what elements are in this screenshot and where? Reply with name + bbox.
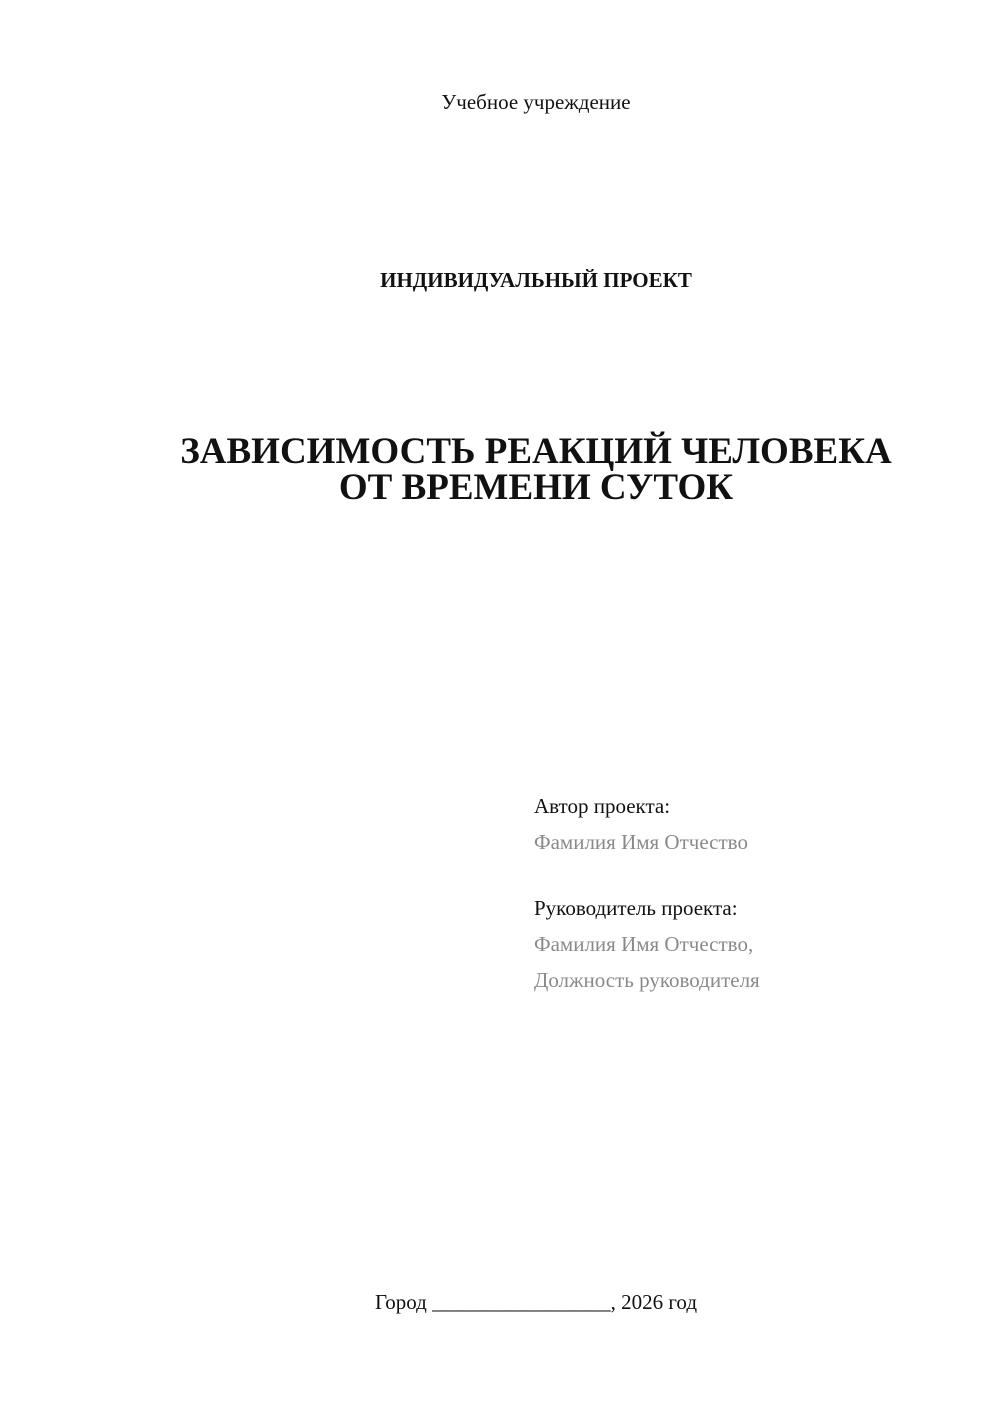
document-type: ИНДИВИДУАЛЬНЫЙ ПРОЕКТ — [380, 268, 692, 292]
author-label: Автор проекта: — [534, 794, 671, 818]
supervisor-label: Руководитель проекта: — [534, 896, 738, 920]
institution-name: Учебное учреждение — [441, 90, 631, 114]
project-title-line-1: ЗАВИСИМОСТЬ РЕАКЦИЙ ЧЕЛОВЕКА — [180, 431, 892, 472]
author-name: Фамилия Имя Отчество — [534, 830, 748, 854]
city-year-line: Город _________________, 2026 год — [374, 1290, 698, 1314]
project-info-block — [534, 788, 974, 998]
project-title-line-2: ОТ ВРЕМЕНИ СУТОК — [338, 467, 734, 508]
supervisor-position: Должность руководителя — [534, 968, 760, 992]
supervisor-name: Фамилия Имя Отчество, — [534, 932, 754, 956]
project-title — [0, 431, 1000, 508]
